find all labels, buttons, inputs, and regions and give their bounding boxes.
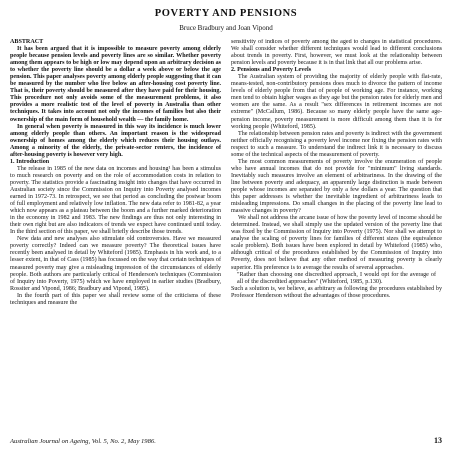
block-quote: "Rather than choosing one discredited approach, I would opt for the average of all of the discredited approaches" (Whiteford, 1985, p.130). [237,271,436,285]
abstract-heading: ABSTRACT [10,39,44,45]
body-paragraph: New data and new analyses also stimulate old controversies. Have we measured poverty correctly? Indeed can we measure poverty? The theoretical issues have recently been analysed in detail by Whiteford (1985). Emphasis in his work and, to a lesser extent, in that of Cass (1985) has focussed on the way that certain techniques of measured poverty may give a misleading impression of the circumstances of elderly people. Both authors are particularly critical of Henderson's techniques (Commission of Inquiry into Poverty, 1975) which we have employed in earlier studies (Bradbury, Rossiter and Vipond, 1986; Bradbury and Vipond, 1985). [10,236,221,292]
article-authors: Bruce Bradbury and Joan Vipond [179,24,273,32]
page-number: 13 [434,436,442,445]
body-paragraph: sensitivity of indices of poverty among the aged to changes in statistical procedures. We shall consider whether different techniques would lead to different conclusions about trends in poverty. First, however, we must look at the relationship between pension levels and poverty because it is in that link that all our problems arise. [231,39,442,67]
right-column [231,39,442,431]
page-footer [10,436,442,445]
body-paragraph: In the fourth part of this paper we shall review some of the criticisms of these techniques and measure the [10,292,221,306]
article-body [10,39,442,431]
abstract-paragraph: In general when poverty is measured in this way its incidence is much lower among elderly people than others. An important reason is the widespread ownership of homes among the elderly which reduces their housing outlays. Among a minority of the elderly, the private-sector renters, the incidence of after-housing poverty is however very high. [10,123,221,158]
body-paragraph: The release in 1985 of the new data on incomes and housing¹ has been a stimulus to much research on poverty and on the role of accommodation costs in relation to poverty. The statistics provide a fascinating insight into changes that have occurred in Australian society since the Commission on Inquiry into Poverty analysed incomes earned in 1972-73. In retrospect, we see that period as concluding the postwar boom of full employment and relatively low inflation. The new data refer to 1981-82, a year which now appears as a plateau between the boom and a further marked deterioration in the economy in 1982 and 1983. The new findings are thus not only interesting in their own right but are also indicators of trends we expect have continued until today. In the third section of this paper, we shall briefly describe those trends. [10,165,221,236]
left-column [10,39,221,431]
section-heading: 2. Pensions and Poverty Levels [231,67,312,74]
body-paragraph: The Australian system of providing the majority of elderly people with flat-rate, means-tested, non-contributory pensions does much to divorce the pattern of income levels of elderly people from that of people of working age. For instance, working men tend to obtain higher wages as they age but the pension rates for elderly men and women are the same. As a result "sex differences in retirement incomes are not extreme" (McCallum, 1986). Because so many elderly people have the same age-pension income, poverty measurement is more difficult among them than it is for working people (Whiteford, 1985). [231,74,442,130]
article-title: POVERTY AND PENSIONS [154,8,298,19]
body-paragraph: Such a solution is, we believe, as arbitrary as following the procedures established by Professor Henderson without the advantages of those procedures. [231,285,442,299]
abstract-paragraph: It has been argued that it is impossible to measure poverty among elderly people because pension levels and poverty lines are so similar. Whether poverty among them appears to be high or low may depend upon an arbitrary decision as to whether the poverty line should be a dollar a week above or below the age pension. This paper analyses poverty among elderly people suggesting that it can be measured by the number who live below an after-housing cost poverty line. That is, their poverty should be measured after they have paid for their housing. This procedure not only avoids some of the measurement problems, it also provides a more realistic test of the level of poverty in Australia than other techniques. It takes into account not only the incomes of families but also their ownership of the main form of household wealth — the family home. [10,46,221,123]
journal-citation: Australian Journal on Ageing, Vol. 5, No. 2, May 1986. [10,438,156,445]
body-paragraph: We shall not address the arcane issue of how the poverty level of income should be determined. Instead, we shall simply use the updated version of the poverty line that was fixed by the Commission of Inquiry into Poverty (1975). Nor shall we attempt to analyse the scaling of poverty lines for families of different sizes (the equivalence scale problem). Both issues have been explored in detail by Whiteford (1985) who, although critical of the procedures established by the Commission of Inquiry into Poverty, does not believe that any other method of measuring poverty is clearly superior. His preference is to average the results of several approaches. [231,215,442,271]
body-paragraph: The relationship between pension rates and poverty is indirect with the government neither officially recognising a poverty level income nor fixing the pension rates with respect to such a measure. To understand the indirect link it is necessary to discuss some of the technical aspects of the measurement of poverty. [231,130,442,158]
body-paragraph: The most common measurements of poverty involve the enumeration of people who have annual incomes that do not provide for "minimum" living standards. Inevitably such measures involve an element of arbitrariness. In the drawing of the line between poverty and adequacy, an apparently large distinction is made between people whose incomes are separated by only a few dollars a year. The question that this paper addresses is whether the inevitable ingredient of arbitrariness leads to misleading impressions. Do small changes in the placing of the poverty line lead to massive changes in poverty? [231,158,442,215]
introduction-heading: 1. Introduction [10,158,50,165]
